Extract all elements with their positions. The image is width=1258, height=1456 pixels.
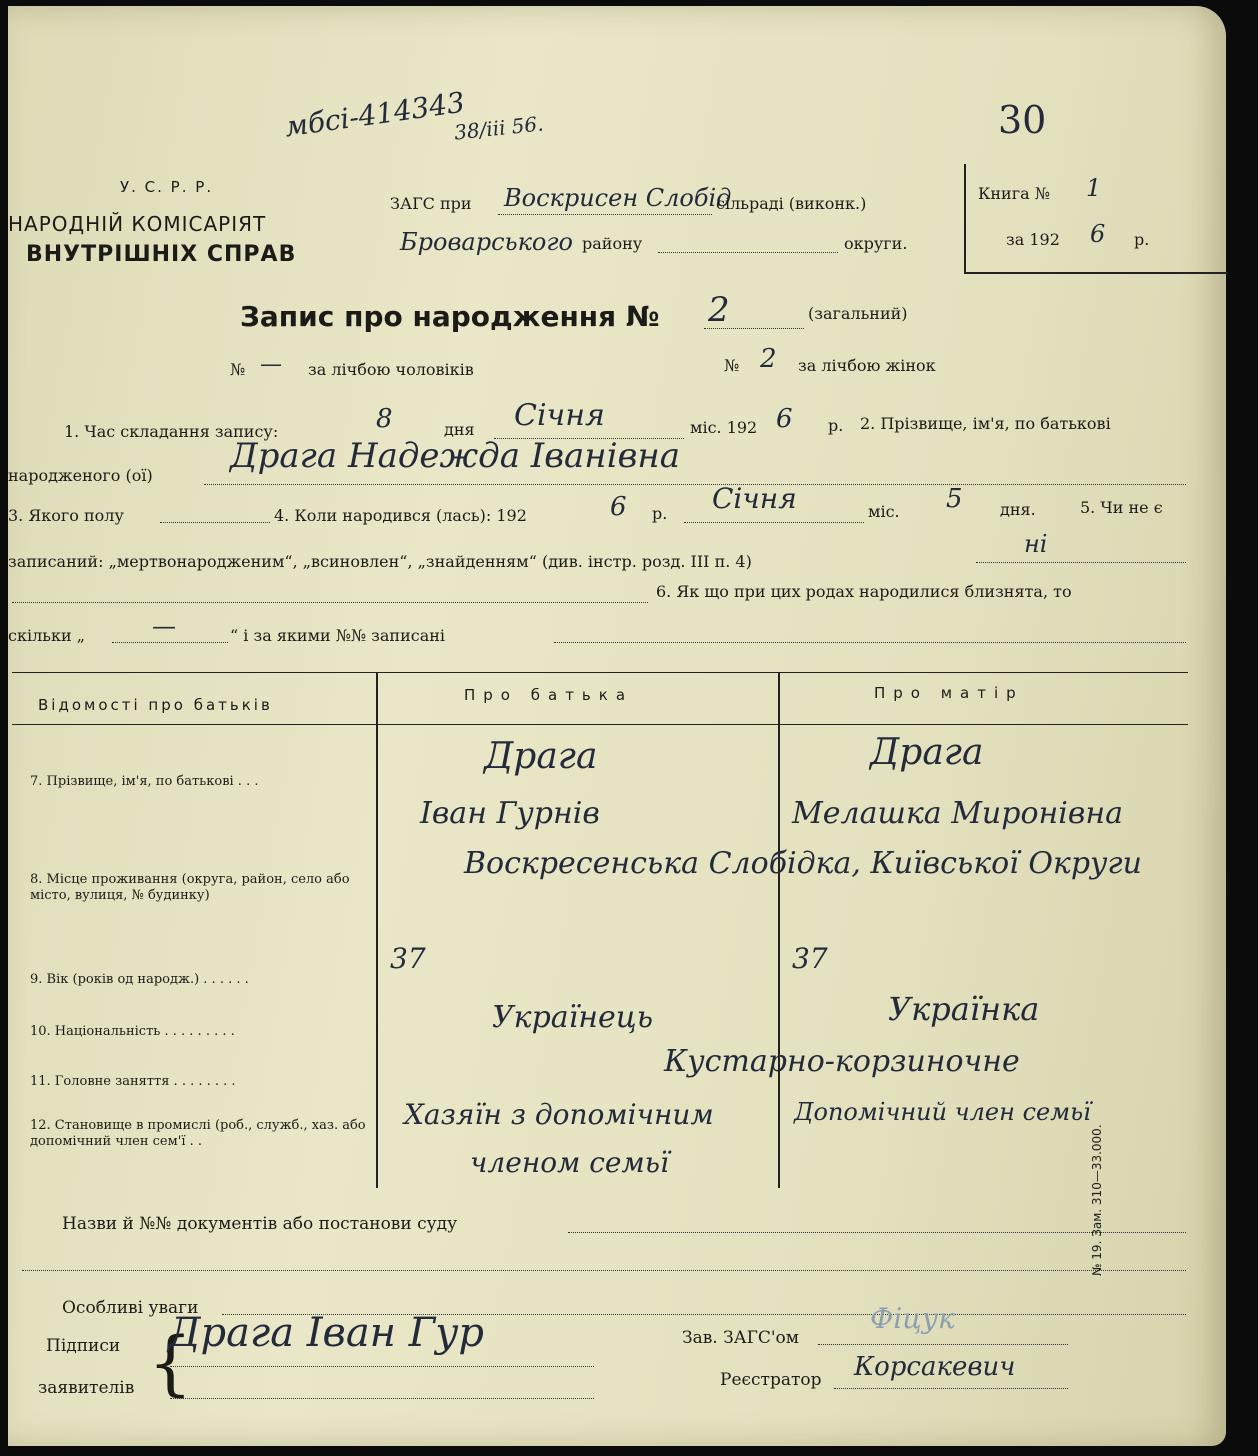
commissariat-line-2: ВНУТРІШНІХ СПРАВ (26, 242, 297, 267)
field-6-pre-line (12, 602, 648, 603)
applicant-signature-line (170, 1366, 594, 1367)
archive-date: 38/ііі 56. (452, 111, 545, 145)
mother-name: Мелашка Миронівна (792, 796, 1123, 831)
field-4-label: 4. Коли народився (лась): 192 (274, 506, 527, 525)
female-count-value: 2 (760, 344, 777, 374)
field-1-year: 6 (776, 404, 793, 434)
registrar-label: Реєстратор (720, 1370, 822, 1390)
commissariat-line-1: НАРОДНІЙ КОМІСАРІЯТ (8, 212, 267, 236)
okrug-suffix: округи. (844, 234, 908, 253)
father-status-cont: членом семьї (470, 1146, 669, 1179)
child-name-line (204, 484, 1186, 485)
field-1-label: 1. Час складання запису: (64, 422, 279, 441)
field-5-value: ні (1024, 530, 1048, 558)
field-1-r: р. (828, 416, 844, 435)
year-digit: 6 (1090, 220, 1106, 248)
row-10-label: 10. Національність . . . . . . . . . (30, 1024, 235, 1039)
table-header-rule (12, 724, 1188, 725)
okrug-line (658, 252, 838, 253)
field-4-day: 5 (946, 484, 963, 514)
table-header-mother: Про матір (874, 684, 1024, 702)
field-6-records-line (554, 642, 1186, 643)
field-1-month: Січня (514, 398, 605, 433)
male-count-prefix: № (230, 360, 246, 379)
father-name: Іван Гурнів (420, 796, 600, 831)
zags-suffix: сільраді (виконк.) (716, 194, 867, 213)
document-sheet (8, 6, 1226, 1446)
occupation: Кустарно-корзиночне (664, 1044, 1020, 1079)
year-suffix: р. (1134, 230, 1150, 249)
field-5-cont: записаний: „мертвонародженим“, „всиновлен“, „знайденням“ (див. інстр. розд. III п. 4) (8, 552, 752, 571)
signatures-label-2: заявителів (38, 1378, 135, 1398)
archive-note: мбсі-414343 (282, 85, 467, 144)
field-6-value: — (152, 612, 176, 640)
record-title: Запис про народження № (240, 300, 660, 333)
documents-label: Назви й №№ документів або постанови суду (62, 1214, 458, 1234)
table-header-labels: Відомості про батьків (38, 696, 273, 714)
father-age: 37 (390, 942, 426, 975)
field-6-cont: скільки „ (8, 626, 85, 645)
field-5-label: 5. Чи не є (1080, 498, 1163, 517)
table-header-father: Про батька (464, 686, 634, 704)
registrar-line (834, 1388, 1068, 1389)
field-2-label: 2. Прізвище, ім'я, по батькові (860, 414, 1111, 433)
field-1-mis: міс. 192 (690, 418, 758, 437)
field-1-day: 8 (376, 404, 393, 434)
row-7-label: 7. Прізвище, ім'я, по батькові . . . (30, 774, 259, 789)
father-status: Хазяїн з допомічним (404, 1098, 714, 1131)
signatures-label-1: Підписи (46, 1336, 121, 1356)
mother-surname: Драга (870, 732, 984, 773)
table-col-divider-2 (778, 672, 780, 1188)
child-name: Драга Надежда Іванівна (230, 436, 681, 476)
mother-nationality: Українка (888, 990, 1040, 1028)
district-suffix: району (582, 234, 643, 253)
zags-head-label: Зав. ЗАГС'ом (682, 1328, 799, 1348)
record-title-suffix: (загальний) (808, 304, 908, 323)
registrar-signature: Корсакевич (854, 1352, 1016, 1382)
male-count-label: за лічбою чоловіків (308, 360, 474, 379)
female-count-prefix: № (724, 356, 740, 375)
field-4-year: 6 (610, 492, 627, 522)
zags-village-line (498, 214, 712, 215)
district-handwritten: Броварського (400, 228, 573, 256)
record-number: 2 (708, 290, 730, 330)
mother-status: Допомічний член семьї (794, 1098, 1091, 1126)
table-col-divider-1 (376, 672, 378, 1188)
field-3-line (160, 522, 270, 523)
field-4-day-word: дня. (1000, 500, 1036, 519)
applicant-signature-line-2 (170, 1398, 594, 1399)
field-6-cont2: “ і за якими №№ записані (230, 626, 446, 645)
page-number: 30 (998, 98, 1047, 142)
zags-village: Воскрисен Слобід (504, 184, 732, 212)
row-11-label: 11. Головне заняття . . . . . . . . (30, 1074, 236, 1089)
mother-age: 37 (792, 942, 828, 975)
residence: Воскресенська Слобідка, Київської Округи (464, 846, 1142, 881)
field-4-month: Січня (712, 482, 797, 515)
male-count-value: — (260, 352, 282, 377)
field-2-cont: народженого (ої) (8, 466, 153, 485)
field-4-r: р. (652, 504, 668, 523)
female-count-label: за лічбою жінок (798, 356, 936, 375)
field-4-mis: міс. (868, 502, 900, 521)
field-1-day-word: дня (444, 420, 475, 439)
field-5-line (976, 562, 1186, 563)
field-3-label: 3. Якого полу (8, 506, 124, 525)
year-label: за 192 (1006, 230, 1060, 249)
row-9-label: 9. Вік (років од народж.) . . . . . . (30, 972, 249, 987)
row-8-label: 8. Місце проживання (округа, район, село або місто, вулиця, № будинку) (30, 872, 350, 903)
zags-prefix: ЗАГС при (390, 194, 472, 213)
field-6-value-line (112, 642, 228, 643)
book-label: Книга № (978, 184, 1050, 203)
father-nationality: Українець (492, 1000, 654, 1035)
signature-brace: { (148, 1322, 193, 1404)
notes-label: Особливі уваги (62, 1298, 199, 1318)
zags-head-signature: Фіцук (870, 1302, 955, 1335)
field-4-month-line (684, 522, 864, 523)
zags-head-line (818, 1344, 1068, 1345)
print-note: № 19. Зам. 310—33.000. (1090, 1124, 1104, 1276)
book-number: 1 (1086, 174, 1102, 202)
record-number-line (704, 328, 804, 329)
field-6-label: 6. Як що при цих родах народилися близнята, то (656, 582, 1072, 601)
documents-line-2 (22, 1270, 1186, 1271)
applicant-signature: Драга Іван Гур (168, 1310, 485, 1356)
ussr-label: У. С. Р. Р. (120, 178, 214, 196)
father-surname: Драга (484, 736, 598, 777)
row-12-label: 12. Становище в промислі (роб., служб., хаз. або допомічний член сем'ї . . (30, 1118, 366, 1149)
table-top-rule (12, 672, 1188, 673)
